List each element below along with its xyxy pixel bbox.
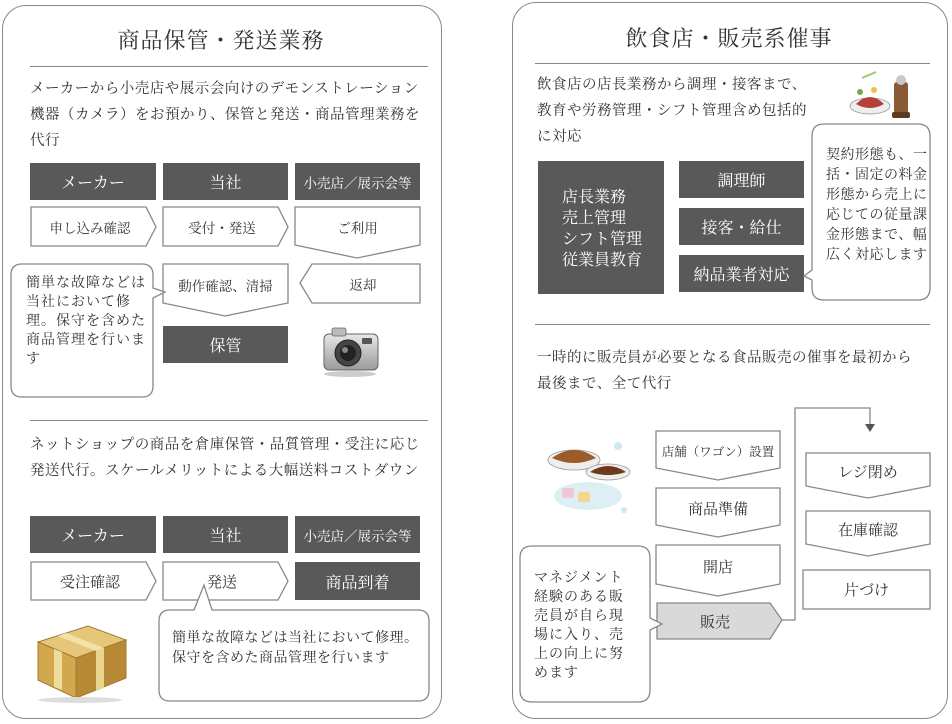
package-icon bbox=[30, 612, 130, 704]
right-s1-bubble-text: 契約形態も、一括・固定の料金形態から売上に応じての従量課金形態まで、幅広く対応します bbox=[826, 147, 928, 263]
left-s1-step-use: ご利用 bbox=[337, 220, 378, 237]
left-s1-step-store: 保管 bbox=[163, 326, 288, 363]
right-s1-manager-text: 店長業務 売上管理 シフト管理 従業員教育 bbox=[562, 186, 643, 269]
flow-connector-arrowhead bbox=[865, 424, 875, 432]
left-s1-bubble-text: 簡単な故障などは当社において修理。保守を含めた商品管理を行います bbox=[26, 275, 146, 367]
right-s2-step-close-register: レジ閉め bbox=[838, 462, 898, 481]
right-title: 飲食店・販売系催事 bbox=[625, 27, 833, 52]
left-s2-header-retail: 小売店／展示会等 bbox=[295, 516, 420, 553]
right-s1-role-service: 接客・給仕 bbox=[679, 208, 804, 245]
left-s1-step-check: 動作確認、清掃 bbox=[178, 278, 273, 295]
right-s1-role-vendor: 納品業者対応 bbox=[679, 255, 804, 292]
left-s2-header-maker: メーカー bbox=[30, 516, 156, 553]
left-s2-step-ship: 発送 bbox=[206, 572, 237, 591]
right-mid-rule bbox=[535, 324, 930, 325]
left-s1-step-apply: 申し込み確認 bbox=[49, 220, 131, 237]
right-s2-step-setup: 店舗（ワゴン）設置 bbox=[661, 444, 775, 459]
left-s2-header-company: 当社 bbox=[163, 516, 288, 553]
left-s1-header-maker: メーカー bbox=[30, 163, 156, 200]
left-s1-header-company: 当社 bbox=[163, 163, 288, 200]
right-s2-step-sell: 販売 bbox=[699, 612, 730, 631]
right-s2-desc: 一時的に販売員が必要となる食品販売の催事を最初から最後まで、全て代行 bbox=[537, 350, 912, 392]
left-s2-step-arrive: 商品到着 bbox=[295, 562, 420, 600]
left-s1-step-return: 返却 bbox=[349, 277, 377, 294]
right-s2-bubble-text: マネジメント経験のある販売員が自ら現場に入り、売上の向上に努めます bbox=[534, 570, 624, 681]
left-s1-desc: メーカーから小売店や展示会向けのデモンストレーション機器（カメラ）をお預かり、保管と発送・商品管理業務を代行 bbox=[30, 81, 420, 149]
right-s1-role-cook: 調理師 bbox=[679, 161, 804, 198]
right-s2-step-cleanup: 片づけ bbox=[843, 581, 889, 599]
left-s2-bubble-text: 簡単な故障などは当社において修理。保守を含めた商品管理を行います bbox=[172, 630, 419, 666]
right-title-rule bbox=[535, 63, 930, 64]
right-s2-step-inventory: 在庫確認 bbox=[837, 520, 898, 539]
left-s2-step-order: 受注確認 bbox=[59, 572, 120, 591]
right-s1-desc: 飲食店の店長業務から調理・接客まで、教育や労務管理・シフト管理含め包括的に対応 bbox=[537, 77, 807, 145]
right-s2-step-open: 開店 bbox=[702, 557, 733, 576]
right-s1-manager-box bbox=[538, 161, 664, 294]
right-s2-step-prepare: 商品準備 bbox=[687, 499, 748, 518]
left-s1-step-receive: 受付・発送 bbox=[188, 220, 256, 237]
left-s2-desc: ネットショップの商品を倉庫保管・品質管理・受注に応じ発送代行。スケールメリットによる大幅送料コストダウン bbox=[30, 437, 420, 479]
left-s1-header-retail: 小売店／展示会等 bbox=[295, 163, 420, 200]
left-title: 商品保管・発送業務 bbox=[117, 29, 325, 54]
